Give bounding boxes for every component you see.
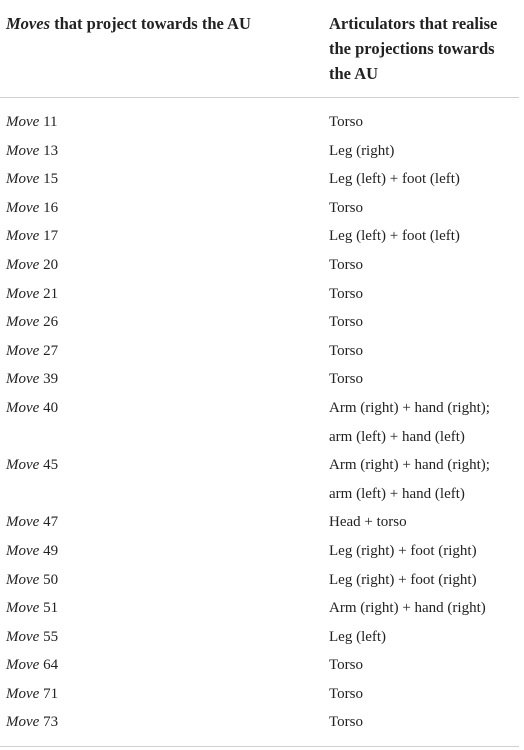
articulator-cell (329, 194, 519, 223)
move-number: 21 (39, 285, 59, 302)
header-moves-italic: Moves (6, 14, 50, 33)
articulator-cell (329, 623, 519, 652)
move-word: Move (6, 142, 40, 159)
move-word: Move (6, 171, 40, 188)
articulator-line: arm (left) + hand (left) (329, 428, 465, 445)
table-row (0, 508, 519, 537)
move-word: Move (6, 399, 40, 416)
articulator-line: arm (left) + hand (left) (329, 485, 465, 502)
move-word: Move (6, 542, 40, 559)
move-word: Move (6, 314, 40, 331)
move-word: Move (6, 657, 40, 674)
move-word: Move (6, 600, 40, 617)
move-cell (6, 365, 58, 394)
move-number: 13 (39, 142, 59, 159)
articulator-cell (329, 251, 519, 280)
table-row (0, 680, 519, 709)
move-word: Move (6, 457, 40, 474)
articulator-line: Torso (329, 199, 363, 216)
move-cell (6, 394, 58, 423)
articulator-line: Leg (right) + foot (right) (329, 542, 477, 559)
articulator-line: Leg (left) + foot (left) (329, 171, 460, 188)
articulator-cell (329, 394, 519, 451)
move-number: 27 (39, 342, 59, 359)
move-cell (6, 680, 58, 709)
articulator-line: Torso (329, 685, 363, 702)
articulator-line: Arm (right) + hand (right); (329, 457, 490, 474)
table-row (0, 623, 519, 652)
articulator-cell (329, 708, 519, 737)
table-header (0, 0, 519, 98)
move-word: Move (6, 256, 40, 273)
move-number: 51 (39, 600, 59, 617)
table-row (0, 308, 519, 337)
articulator-cell (329, 365, 519, 394)
table-row (0, 594, 519, 623)
move-cell (6, 508, 58, 537)
articulator-cell (329, 566, 519, 595)
move-cell (6, 108, 58, 137)
move-word: Move (6, 371, 40, 388)
articulator-line: Head + torso (329, 514, 407, 531)
move-cell (6, 451, 58, 480)
articulator-line: Torso (329, 371, 363, 388)
header-articulators: Articulators that realise the projections towards the AU (329, 14, 498, 83)
move-number: 50 (39, 571, 59, 588)
move-cell (6, 137, 58, 166)
move-number: 40 (39, 399, 59, 416)
articulator-cell (329, 651, 519, 680)
articulator-cell (329, 222, 519, 251)
articulator-line: Torso (329, 256, 363, 273)
articulator-line: Torso (329, 714, 363, 731)
articulator-line: Leg (left) (329, 628, 387, 645)
table-row (0, 251, 519, 280)
table-row (0, 165, 519, 194)
articulator-cell (329, 680, 519, 709)
table-row (0, 537, 519, 566)
articulator-cell (329, 137, 519, 166)
table-row (0, 337, 519, 366)
move-number: 16 (39, 199, 59, 216)
move-word: Move (6, 342, 40, 359)
move-cell (6, 651, 58, 680)
articulator-line: Leg (left) + foot (left) (329, 228, 460, 245)
move-number: 39 (39, 371, 59, 388)
move-word: Move (6, 514, 40, 531)
move-cell (6, 280, 58, 309)
move-cell (6, 194, 58, 223)
move-word: Move (6, 571, 40, 588)
table-row (0, 708, 519, 737)
move-word: Move (6, 714, 40, 731)
move-number: 49 (39, 542, 59, 559)
move-number: 71 (39, 685, 59, 702)
move-word: Move (6, 228, 40, 245)
table-row (0, 137, 519, 166)
move-number: 17 (39, 228, 59, 245)
articulator-line: Torso (329, 342, 363, 359)
articulator-cell (329, 337, 519, 366)
table-row (0, 365, 519, 394)
move-cell (6, 251, 58, 280)
move-word: Move (6, 114, 40, 130)
articulator-cell (329, 508, 519, 537)
move-cell (6, 337, 58, 366)
articulator-cell (329, 108, 519, 137)
header-moves (6, 11, 251, 36)
table-row (0, 194, 519, 223)
header-moves-rest: that project towards the AU (50, 14, 251, 33)
articulator-line: Leg (right) + foot (right) (329, 571, 477, 588)
articulator-line: Torso (329, 657, 363, 674)
move-word: Move (6, 285, 40, 302)
articulator-line: Leg (right) (329, 142, 395, 159)
move-number: 55 (39, 628, 59, 645)
table-row (0, 108, 519, 137)
articulator-cell (329, 451, 519, 508)
articulator-cell (329, 594, 519, 623)
table-bottom-rule (0, 746, 519, 747)
move-number: 73 (39, 714, 59, 731)
articulator-line: Torso (329, 114, 363, 130)
move-cell (6, 623, 58, 652)
move-cell (6, 566, 58, 595)
move-cell (6, 222, 58, 251)
move-cell (6, 537, 58, 566)
articulator-line: Arm (right) + hand (right) (329, 600, 486, 617)
move-cell (6, 308, 58, 337)
move-word: Move (6, 685, 40, 702)
move-number: 26 (39, 314, 59, 331)
move-number: 45 (39, 457, 59, 474)
articulator-line: Torso (329, 285, 363, 302)
table-row (0, 651, 519, 680)
move-cell (6, 165, 58, 194)
move-number: 15 (39, 171, 59, 188)
articulator-cell (329, 537, 519, 566)
move-cell (6, 594, 58, 623)
articulator-line: Torso (329, 314, 363, 331)
move-number: 11 (39, 114, 58, 130)
move-cell (6, 708, 58, 737)
table-row (0, 280, 519, 309)
articulator-cell (329, 308, 519, 337)
move-number: 20 (39, 256, 59, 273)
articulator-line: Arm (right) + hand (right); (329, 399, 490, 416)
articulator-cell (329, 280, 519, 309)
articulator-cell (329, 165, 519, 194)
move-number: 47 (39, 514, 59, 531)
move-word: Move (6, 199, 40, 216)
table-body (0, 98, 519, 737)
table-row (0, 566, 519, 595)
table-row (0, 451, 519, 508)
move-word: Move (6, 628, 40, 645)
table-row (0, 394, 519, 451)
table-row (0, 222, 519, 251)
move-number: 64 (39, 657, 59, 674)
